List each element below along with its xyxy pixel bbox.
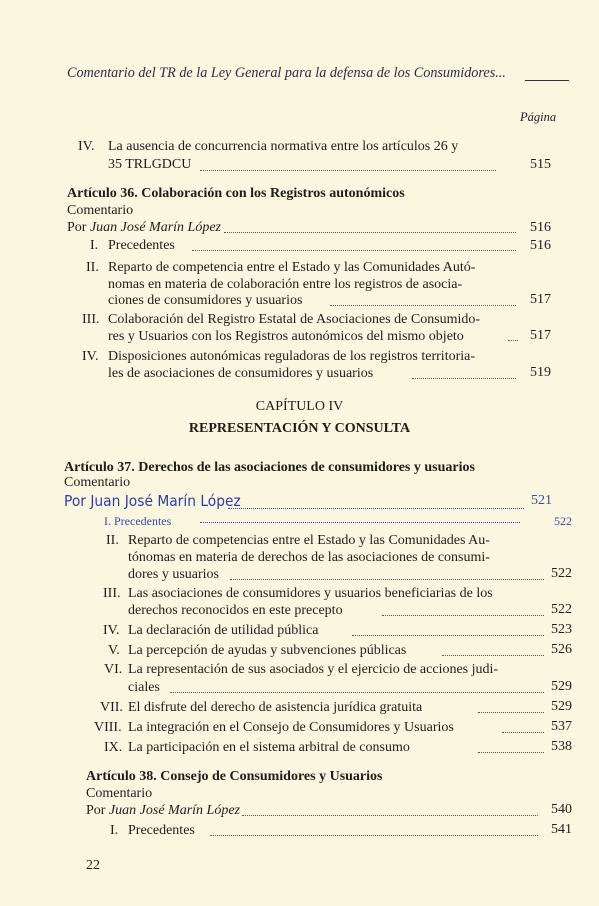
entry-text: La representación de sus asociados y el ejercicio de acciones judi- xyxy=(128,662,499,677)
author-prefix: Por xyxy=(67,220,90,235)
author-name: Juan José Marín López xyxy=(108,803,240,818)
entry-text: La percepción de ayudas y subvenciones públicas xyxy=(128,643,407,658)
page-column-label: Página xyxy=(520,110,557,124)
dot-leader xyxy=(352,635,544,636)
entry-number: V. xyxy=(108,643,120,658)
entry-text: El disfrute del derecho de asistencia jurídica gratuita xyxy=(128,700,423,715)
dot-leader xyxy=(192,250,516,251)
dot-leader xyxy=(230,579,544,580)
dot-leader xyxy=(442,655,544,656)
entry-text: Precedentes xyxy=(128,823,195,838)
entry-number: VII. xyxy=(100,700,123,715)
dot-leader xyxy=(170,692,544,693)
entry-number: I. xyxy=(110,823,119,838)
page-number: 538 xyxy=(551,739,572,754)
chapter-title: REPRESENTACIÓN Y CONSULTA xyxy=(188,421,411,436)
entry-number: IX. xyxy=(104,740,123,755)
dot-leader xyxy=(412,378,516,379)
page-number: 523 xyxy=(551,622,572,637)
dot-leader xyxy=(200,522,520,523)
page-number: 541 xyxy=(551,822,572,837)
author-line xyxy=(86,802,240,820)
chapter-number: CAPÍTULO IV xyxy=(255,399,344,414)
entry-text: Reparto de competencias entre el Estado y las Comunidades Au- xyxy=(128,533,490,548)
entry-text: Colaboración del Registro Estatal de Asociaciones de Consumido- xyxy=(108,312,481,327)
entry-text: res y Usuarios con los Registros autonómicos del mismo objeto xyxy=(108,329,464,344)
entry-text: ciones de consumidores y usuarios xyxy=(108,293,303,308)
entry-number: VI. xyxy=(104,662,123,677)
entry-text: Disposiciones autonómicas reguladoras de los registros territoria- xyxy=(108,349,476,364)
entry-number: IV. xyxy=(82,349,99,364)
entry-text: nomas en materia de colaboración entre los registros de asocia- xyxy=(108,277,463,292)
entry-number: IV. xyxy=(103,623,120,638)
dot-leader xyxy=(228,508,524,509)
page-number: 540 xyxy=(551,802,572,817)
page-number: 537 xyxy=(551,719,572,734)
dot-leader xyxy=(200,170,496,171)
article-heading: Artículo 36. Colaboración con los Registros autonómicos xyxy=(67,186,405,201)
entry-number: III. xyxy=(103,586,121,601)
entry-text: Las asociaciones de consumidores y usuarios beneficiarias de los xyxy=(128,586,493,601)
running-head: Comentario del TR de la Ley General para la defensa de los Consumidores... xyxy=(67,65,506,81)
author-line xyxy=(67,219,221,237)
faded-entry: I. Precedentes xyxy=(104,514,172,528)
author-prefix: Por xyxy=(86,803,109,818)
page-number: 522 xyxy=(554,514,572,528)
entry-text: derechos reconocidos en este precepto xyxy=(128,603,343,618)
page-number: 529 xyxy=(551,699,572,714)
dot-leader xyxy=(242,815,538,816)
page-number: 519 xyxy=(530,365,551,380)
article-heading: Artículo 37. Derechos de las asociaciones de consumidores y usuarios xyxy=(64,460,475,475)
page-number: 521 xyxy=(531,493,552,508)
page-number: 522 xyxy=(551,566,572,581)
page-number: 515 xyxy=(530,157,551,172)
entry-text: Precedentes xyxy=(108,238,175,253)
entry-text: Reparto de competencia entre el Estado y las Comunidades Autó- xyxy=(108,260,476,275)
entry-text: dores y usuarios xyxy=(128,567,219,582)
comentario-label: Comentario xyxy=(86,786,153,801)
entry-number: VIII. xyxy=(94,720,122,735)
entry-text: tónomas en materia de derechos de las asociaciones de consumi- xyxy=(128,550,490,565)
entry-number: III. xyxy=(82,312,100,327)
page-number: 522 xyxy=(551,602,572,617)
comentario-label: Comentario xyxy=(67,203,134,218)
page-number: 517 xyxy=(530,328,551,343)
comentario-label: Comentario xyxy=(64,475,131,490)
entry-text: La declaración de utilidad pública xyxy=(128,623,319,638)
page-number: 529 xyxy=(551,679,572,694)
entry-number: II. xyxy=(106,533,119,548)
author-name: Juan José Marín López xyxy=(89,220,221,235)
entry-number: IV. xyxy=(78,139,95,154)
entry-text: les de asociaciones de consumidores y usuarios xyxy=(108,366,374,381)
entry-number: I. xyxy=(90,238,99,253)
page-number: 516 xyxy=(530,238,551,253)
dot-leader xyxy=(330,305,516,306)
entry-text: 35 TRLGDCU xyxy=(108,157,192,172)
article-heading: Artículo 38. Consejo de Consumidores y Usuarios xyxy=(86,769,383,784)
dot-leader xyxy=(382,615,544,616)
entry-text: La integración en el Consejo de Consumidores y Usuarios xyxy=(128,720,454,735)
entry-text: La ausencia de concurrencia normativa entre los artículos 26 y xyxy=(108,139,459,154)
dot-leader xyxy=(224,232,516,233)
folio-page-number: 22 xyxy=(86,858,100,873)
entry-number: II. xyxy=(86,260,99,275)
running-head-rule xyxy=(525,80,569,81)
entry-text: ciales xyxy=(128,680,160,695)
author-line-stamped: Por Juan José Marín López xyxy=(64,492,241,510)
entry-text: La participación en el sistema arbitral de consumo xyxy=(128,740,410,755)
page-number: 516 xyxy=(530,220,551,235)
page-number: 526 xyxy=(551,642,572,657)
dot-leader xyxy=(210,835,538,836)
page-number: 517 xyxy=(530,292,551,307)
